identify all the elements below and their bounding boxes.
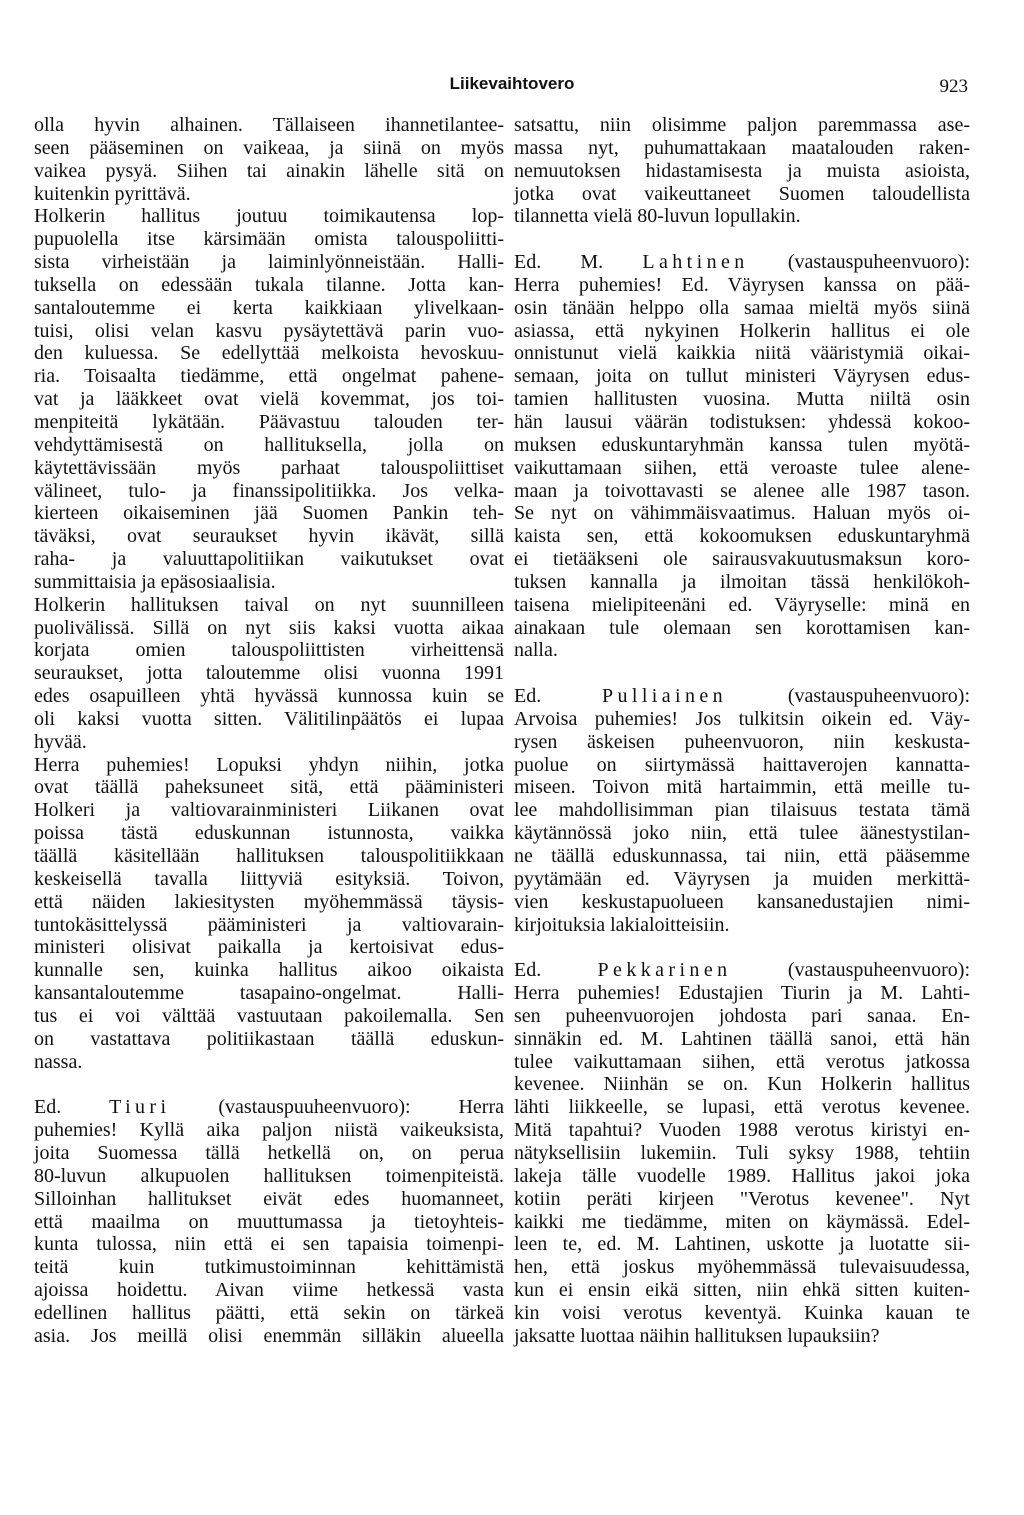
text-line: vat ja lääkkeet ovat vielä kovemmat, jos toi- [34, 388, 504, 411]
text-line: joita Suomessa tällä hetkellä on, on perua [34, 1141, 504, 1164]
speaker-name: Lahtinen [642, 251, 749, 274]
text-line: että maailma on muuttumassa ja tietoyhteis- [34, 1210, 504, 1233]
text-line: jaksatte luottaa näihin hallituksen lupauksiin? [514, 1324, 880, 1347]
text-line: puhemies! Kyllä aika paljon niistä vaikeuksista, [34, 1119, 504, 1142]
text-line: Holkerin hallituksen taival on nyt suunnilleen [34, 593, 504, 616]
text-line: kaista sen, että kokoomuksen eduskuntaryhmä [514, 525, 970, 548]
text-line: välineet, tulo- ja finanssipolitiikka. Jos velka- [34, 479, 504, 502]
text-line: onnistunut vielä kaikkia niitä vääristymiä oikai- [514, 342, 970, 365]
text-line: tuntokäsittelyssä pääministeri ja valtiovarain- [34, 913, 504, 936]
text-line: tamien hallitusten vuosina. Mutta niiltä osin [514, 388, 970, 411]
text-line: tuksen kannalla ja ilmoitan tässä henkilökoh- [514, 570, 970, 593]
speaker-name: Tiuri [109, 1096, 171, 1119]
text-line: lakeja tälle vuodelle 1989. Hallitus jakoi joka [514, 1164, 970, 1187]
text-line: osin tänään helppo olla samaa mieltä myös siinä [514, 296, 970, 319]
left-column [34, 114, 504, 1348]
text-line: sen puheenvuorojen johdosta pari sanaa. En- [514, 1004, 970, 1027]
speaker-suffix: (vastauspuheenvuoro): [787, 685, 970, 708]
text-line: kunnalle sen, kuinka hallitus aikoo oikaista [34, 959, 504, 982]
running-header: Liikevaihtovero [449, 74, 575, 93]
text-line: ne täällä eduskunnassa, tai niin, että pääsemme [514, 845, 970, 867]
text-line: korjata omien talouspoliittisten virheittensä [34, 639, 504, 662]
text-line: jotka ovat vaikeuttaneet Suomen taloudellista [514, 182, 970, 205]
text-line: puolue on siirtymässä haittaverojen kannatta- [514, 753, 970, 776]
text-line: seuraukset, jotta taloutemme olisi vuonna 1991 [34, 662, 504, 685]
speaker-prefix: Ed. [514, 685, 542, 708]
right-paragraphs [514, 114, 970, 228]
page-number: 923 [939, 76, 968, 97]
text-line: muksen eduskuntaryhmän kanssa tulen myötä- [514, 433, 970, 456]
text-line: kansantaloutemme tasapaino-ongelmat. Halli- [34, 982, 504, 1005]
text-line: kunta tulossa, niin että ei sen tapaisia toimenpi- [34, 1233, 504, 1256]
text-line: Herra puhemies! Edustajien Tiurin ja M. Lahti- [514, 982, 970, 1005]
text-line: Se nyt on vähimmäisvaatimus. Haluan myös oi- [514, 502, 970, 525]
text-line: menpiteitä lykätään. Päävastuu talouden ter- [34, 410, 504, 433]
text-line: Herra puhemies! Lopuksi yhdyn niihin, jotka [34, 753, 504, 776]
text-line: rysen äskeisen puheenvuoron, niin keskusta- [514, 730, 970, 753]
text-line: ainakaan tule olemaan sen korottamisen kan- [514, 616, 970, 639]
text-line: kin voisi verotus keventyä. Kuinka kauan te [514, 1301, 970, 1324]
left-paragraphs [34, 114, 504, 1073]
speaker-suffix: (vastauspuuheenvuoro): Herra [218, 1096, 505, 1119]
text-line: Mitä tapahtui? Vuoden 1988 verotus kiristyi en- [514, 1119, 970, 1142]
text-line: tuisi, olisi velan kasvu pysäytettävä parin vuo- [34, 319, 504, 342]
text-line: lähti liikkeelle, se lupasi, että verotus kevenee. [514, 1096, 970, 1119]
text-line: kierteen oikaiseminen jää Suomen Pankin teh- [34, 502, 504, 525]
speaker-suffix: (vastauspuheenvuoro): [787, 251, 971, 274]
text-line: sinnäkin ed. M. Lahtinen täällä sanoi, että hän [514, 1027, 970, 1050]
text-line: santaloutemme ei kerta kaikkiaan ylivelkaan- [34, 296, 504, 319]
text-line: ajoissa hoidettu. Aivan viime hetkessä vasta [34, 1279, 504, 1302]
text-line: asiassa, että nykyinen Holkerin hallitus ei ole [514, 319, 970, 342]
text-line: lee mahdollisimman pian tilaisuus testata tämä [514, 799, 970, 822]
text-line: asia. Jos meillä olisi enemmän silläkin alueella [34, 1324, 504, 1347]
text-line: hyvää. [34, 730, 87, 753]
text-line: kun ei ensin eikä sitten, niin ehkä sitten kuiten- [514, 1279, 970, 1302]
speaker-heading-lahtinen [514, 251, 970, 274]
text-line: on vastattava politiikastaan täällä eduskun- [34, 1027, 504, 1050]
speaker-name: Pulliainen [601, 685, 728, 708]
text-line: vaikuttamaan siihen, että veroaste tulee alene- [514, 456, 970, 479]
text-line: Holkerin hallitus joutuu toimikautensa lop- [34, 205, 504, 228]
text-line: nemuutoksen hidastamisesta ja muista asioista, [514, 159, 970, 182]
text-line: keskeisellä tavalla liittyviä esityksiä. Toivon, [34, 867, 504, 890]
text-line: vaikea pysyä. Siihen tai ainakin lähelle sitä on [34, 159, 504, 182]
speaker-prefix: Ed. M. [514, 251, 604, 274]
text-line: nalla. [514, 639, 558, 662]
text-line: kirjoituksia lakialoitteisiin. [514, 913, 730, 936]
text-line: tilannetta vielä 80-luvun lopullakin. [514, 205, 801, 228]
text-line: leen te, ed. M. Lahtinen, uskotte ja luotatte sii- [514, 1233, 970, 1256]
text-line: sista virheistään ja laiminlyönneistään. Halli- [34, 251, 504, 274]
text-line: ei tietääkseni ole sairausvakuutusmaksun koro- [514, 548, 970, 571]
speaker-heading-tiuri [34, 1096, 504, 1119]
text-line: oli kaksi vuotta sitten. Välitilinpäätös ei lupaa [34, 707, 504, 730]
text-line: käytettävissään myös parhaat talouspoliittiset [34, 456, 504, 479]
text-line: pyytämään ed. Väyrysen ja muiden merkittä- [514, 867, 970, 890]
text-line: tus ei voi välttää vastuutaan pakoilemalla. Sen [34, 1004, 504, 1027]
text-line: kevenee. Niinhän se on. Kun Holkerin hallitus [514, 1073, 970, 1096]
text-line: hen, että joskus myöhemmässä tulevaisuudessa, [514, 1256, 970, 1279]
text-line: olla hyvin alhainen. Tällaiseen ihannetilantee- [34, 114, 504, 136]
text-line: Silloinhan hallitukset eivät edes huomanneet, [34, 1187, 504, 1210]
text-line: poissa tästä eduskunnan istunnosta, vaikka [34, 822, 504, 845]
text-line: massa nyt, puhumattakaan maatalouden raken- [514, 136, 970, 159]
text-line: tulee vaikuttamaan siihen, että verotus jatkossa [514, 1050, 970, 1073]
speaker-prefix: Ed. [34, 1096, 62, 1119]
speech-tiuri [34, 1119, 504, 1347]
speaker-prefix: Ed. [514, 959, 542, 982]
text-line: maan ja toivottavasti se alenee alle 1987 tason. [514, 479, 970, 502]
text-line: summittaisia ja epäsosiaalisia. [34, 570, 276, 593]
speech-lahtinen [514, 274, 970, 662]
right-column [514, 114, 970, 1348]
speaker-name: Pekkarinen [597, 959, 732, 982]
text-line: vien keskustapuolueen kansanedustajien nimi- [514, 890, 970, 913]
text-line: miseen. Toivon mitä hartaimmin, että meille tu- [514, 776, 970, 799]
text-line: käytännössä joko niin, että tulee äänestystilan- [514, 822, 970, 845]
text-line: teitä kuin tutkimustoiminnan kehittämistä [34, 1256, 504, 1279]
text-line: 80-luvun alkupuolen hallituksen toimenpiteistä. [34, 1164, 504, 1187]
text-line: semaan, joita on tullut ministeri Väyrysen edus- [514, 365, 970, 388]
text-line: seen pääseminen on vaikeaa, ja siinä on myös [34, 136, 504, 159]
text-line: täällä käsitellään hallituksen talouspolitiikkaan [34, 845, 504, 867]
text-line: hän lausui väärän todistuksen: yhdessä kokoo- [514, 410, 970, 433]
text-line: vehdyttämisestä on hallituksella, jolla on [34, 433, 504, 456]
text-line: kotiin peräti kirjeen "Verotus kevenee". Nyt [514, 1187, 970, 1210]
text-line: edes osapuilleen yhtä hyvässä kunnossa kuin se [34, 685, 504, 708]
text-line: puolivälissä. Sillä on nyt siis kaksi vuotta aikaa [34, 616, 504, 639]
text-line: täväksi, ovat seuraukset hyvin ikävät, sillä [34, 525, 504, 548]
text-line: pupuolella itse kärsimään omista talouspoliitti- [34, 228, 504, 251]
text-line: ministeri olisivat paikalla ja kertoisivat edus- [34, 936, 504, 959]
text-line: taisena mielipiteenäni ed. Väyryselle: minä en [514, 593, 970, 616]
text-line: nätyksellisiin lukemiin. Tuli syksy 1988, tehtiin [514, 1141, 970, 1164]
text-line: Holkeri ja valtiovarainministeri Liikanen ovat [34, 799, 504, 822]
text-line: edellinen hallitus päätti, että sekin on tärkeä [34, 1301, 504, 1324]
text-line: kaikki me tiedämme, miten on käymässä. Edel- [514, 1210, 970, 1233]
text-line: tuksella on edessään tukala tilanne. Jotta kan- [34, 273, 504, 296]
text-line: nassa. [34, 1050, 83, 1073]
text-line: ovat täällä paheksuneet sitä, että pääministeri [34, 776, 504, 799]
text-line: raha- ja valuuttapolitiikan vaikutukset ovat [34, 548, 504, 571]
text-line: ria. Toisaalta tiedämme, että ongelmat pahene- [34, 365, 504, 388]
speech-pulliainen [514, 708, 970, 936]
text-line: satsattu, niin olisimme paljon paremmassa ase- [514, 114, 970, 136]
speaker-heading-pulliainen [514, 685, 970, 708]
text-line: kuitenkin pyrittävä. [34, 182, 191, 205]
speaker-heading-pekkarinen [514, 959, 970, 982]
speech-pekkarinen [514, 982, 970, 1348]
text-line: että näiden lakiesitysten myöhemmässä täysis- [34, 890, 504, 913]
text-line: den kuluessa. Se edellyttää melkoista hevoskuu- [34, 342, 504, 365]
text-line: Herra puhemies! Ed. Väyrysen kanssa on pää- [514, 273, 970, 296]
text-line: Arvoisa puhemies! Jos tulkitsin oikein ed. Väy- [514, 707, 970, 730]
speaker-suffix: (vastauspuheenvuoro): [787, 959, 970, 982]
